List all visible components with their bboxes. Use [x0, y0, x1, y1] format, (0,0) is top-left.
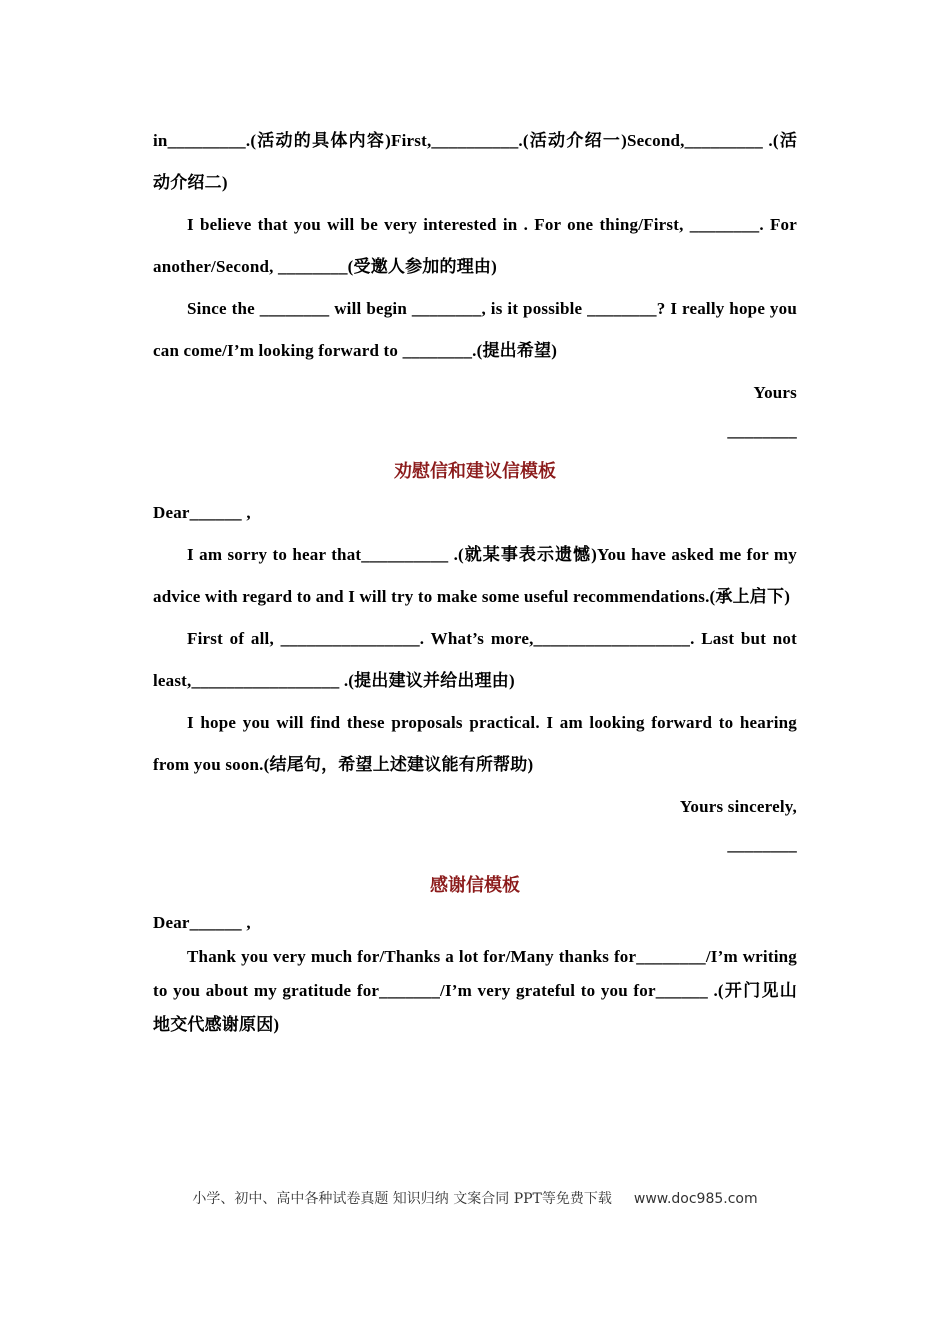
closing: Yours sincerely, [679, 797, 797, 816]
signature-blank: ________ [727, 421, 797, 440]
salutation: Dear______ , [153, 503, 251, 522]
page-footer [0, 1188, 950, 1208]
hope-paragraph: Since the ________ will begin ________, is it possible ________? I really hope you can come/I’m looking forward to ________.(提出希望) [153, 299, 797, 361]
ending-paragraph: I hope you will find these proposals practical. I am looking forward to hearing from you soon.(结尾句，希望上述建议能有所帮助) [153, 713, 797, 775]
section-heading-advice-letter: 劝慰信和建议信模板 [394, 461, 556, 482]
signature-blank: ________ [727, 835, 797, 854]
suggestions-paragraph: First of all, ________________. What’s more,__________________. Last but not least,_________________ .(提出建议并给出理由) [153, 629, 797, 691]
gratitude-paragraph: Thank you very much for/Thanks a lot for/Many thanks for________/I’m writing to you about my gratitude for_______/I’m very grateful to you for______ .(开门见山地交代感谢原因) [153, 947, 797, 1035]
section-heading-thank-you-letter: 感谢信模板 [430, 875, 520, 896]
closing: Yours [753, 383, 797, 402]
sympathy-paragraph: I am sorry to hear that__________ .(就某事表示遗憾)You have asked me for my advice with regard to and I will try to make some useful recommendations.(承上启下) [153, 545, 797, 607]
invitation-reason-paragraph: I believe that you will be very interested in . For one thing/First, ________. For another/Second, ________(受邀人参加的理由) [153, 215, 797, 277]
activity-content-paragraph: in_________.(活动的具体内容)First,__________.(活动介绍一)Second,_________ .(活动介绍二) [153, 131, 798, 193]
footer-text: 小学、初中、高中各种试卷真题 知识归纳 文案合同 PPT等免费下载 [192, 1191, 612, 1207]
salutation: Dear______ , [153, 913, 251, 932]
footer-url[interactable]: www.doc985.com [633, 1191, 758, 1207]
document-body [153, 120, 797, 1042]
